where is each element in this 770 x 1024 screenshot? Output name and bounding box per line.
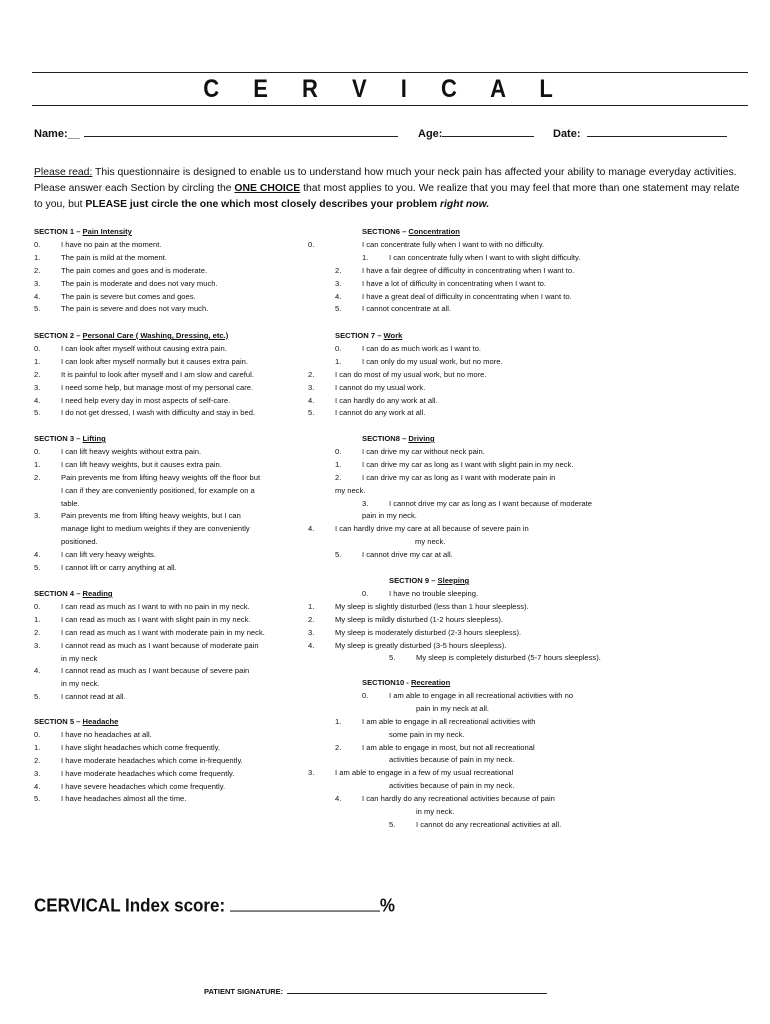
option[interactable]: 5. I cannot do any recreational activities at all. bbox=[389, 819, 562, 829]
score-label: CERVICAL Index score: bbox=[34, 895, 230, 916]
option[interactable]: 3. I cannot read as much as I want because of moderate pain bbox=[34, 640, 259, 650]
section-5-headache bbox=[34, 716, 243, 806]
option[interactable]: 4. I have severe headaches which come frequently. bbox=[34, 781, 226, 791]
option[interactable]: 1. The pain is mild at the moment. bbox=[34, 252, 167, 262]
option[interactable]: 3. I cannot drive my car as long as I want because of moderate bbox=[362, 498, 593, 508]
option[interactable]: 3. I am able to engage in a few of my usual recreational bbox=[308, 768, 514, 778]
section-3-lifting: SECTION 3 – Lifting 0. I can lift heavy weights without extra pain. 1. I can lift heavy weights, but it causes extra pain. 2. Pain prevents me from lifting heavy weights off the floor but I can if they are conveniently positioned, for example on a table. 3. Pain prevents me from lifting heavy weights, but I can manage light to medium weights if they are conveniently positioned. 4. I can lift very heavy weights. 5. I cannot lift or carry anything at all. bbox=[34, 433, 260, 575]
option[interactable]: 2. Pain prevents me from lifting heavy weights off the floor but bbox=[34, 472, 261, 482]
option[interactable]: 3. Pain prevents me from lifting heavy weights, but I can bbox=[34, 511, 241, 521]
option[interactable]: 5. I cannot read at all. bbox=[34, 692, 126, 702]
section-heading: SECTION6 – Concentration bbox=[362, 227, 460, 236]
section-9-sleeping bbox=[308, 575, 601, 665]
option[interactable]: 4. I can hardly drive my care at all because of severe pain in bbox=[308, 524, 529, 534]
option[interactable]: 1. I can drive my car as long as I want with slight pain in my neck. bbox=[335, 459, 574, 469]
signature-line[interactable] bbox=[287, 985, 547, 994]
option[interactable]: 0. I am able to engage in all recreational activities with no bbox=[362, 690, 574, 700]
age-line[interactable] bbox=[442, 126, 534, 137]
option[interactable]: 5. My sleep is completely disturbed (5-7 hours sleepless). bbox=[389, 653, 601, 663]
option[interactable]: 5. I cannot concentrate at all. bbox=[335, 304, 452, 314]
name-line[interactable] bbox=[84, 126, 398, 137]
option[interactable]: 0. I can drive my car without neck pain. bbox=[335, 446, 485, 456]
section-8-driving: SECTION8 – Driving 0. I can drive my car without neck pain. 1. I can drive my car as long as I want with slight pain in my neck. 2. I can drive my car as long as I want with moderate pain in my neck. 3. I cannot drive my car as long as I want because of moderate pain in my neck. 4. I can hardly drive my care at all because of severe pain in my neck. 5. I cannot drive my car at all. bbox=[308, 433, 592, 562]
option[interactable]: 1. My sleep is slightly disturbed (less than 1 hour sleepless). bbox=[308, 601, 529, 611]
title-rule bbox=[32, 105, 748, 106]
section-heading: SECTION10 - Recreation bbox=[362, 678, 451, 687]
instructions: Please read: This questionnaire is designed to enable us to understand how much your neck pain has affected your ability to manage everyday activities. Please answer each Section by circling the ONE CHOICE that most applies to you. We realize that you may feel that more than one statement may relate to you, but PLEASE just circle the one which most closely describes your problem right now. bbox=[34, 167, 740, 210]
section-heading: SECTION 2 – Personal Care ( Washing, Dressing, etc.) bbox=[34, 331, 229, 340]
option[interactable]: 2. I have a fair degree of difficulty in concentrating when I want to. bbox=[335, 265, 575, 275]
section-heading: SECTION 4 – Reading bbox=[34, 589, 113, 598]
option[interactable]: 1. I can lift heavy weights, but it causes extra pain. bbox=[34, 459, 222, 469]
page-title: C E R V I C A L bbox=[203, 74, 567, 103]
section-6-concentration bbox=[308, 226, 580, 316]
section-10-recreation: SECTION10 - Recreation 0. I am able to engage in all recreational activities with no pain in my neck at all. 1. I am able to engage in all recreational activities with some pain in my neck. 2. I am able to engage in most, but not all recreational activities because of pain in my neck. 3. I am able to engage in a few of my usual recreational activities because of pain in my neck. 4. I can hardly do any recreational activities because of pain in my neck. 5. I cannot do any recreational activities at all. bbox=[308, 677, 573, 832]
option[interactable]: 4. I can hardly do any recreational activities because of pain bbox=[335, 794, 555, 804]
option[interactable]: 1. I can look after myself normally but it causes extra pain. bbox=[34, 356, 248, 366]
section-heading: SECTION 5 – Headache bbox=[34, 717, 119, 726]
option[interactable]: 4. I can hardly do any work at all. bbox=[308, 395, 438, 405]
date-line[interactable] bbox=[587, 126, 727, 137]
section-2-personal-care bbox=[34, 330, 255, 420]
please-read-label: Please read: bbox=[34, 167, 93, 178]
option[interactable]: 1. I am able to engage in all recreational activities with bbox=[335, 716, 536, 726]
option[interactable]: 4. I cannot read as much as I want because of severe pain bbox=[34, 666, 250, 676]
option[interactable]: 1. I can only do my usual work, but no more. bbox=[335, 356, 503, 366]
cervical-index-score[interactable] bbox=[34, 894, 395, 917]
option[interactable]: 4. I can lift very heavy weights. bbox=[34, 550, 156, 560]
one-choice-emphasis: ONE CHOICE bbox=[234, 183, 301, 194]
signature-label: PATIENT SIGNATURE: bbox=[204, 987, 284, 996]
option[interactable]: 3. I have moderate headaches which come frequently. bbox=[34, 768, 235, 778]
option[interactable]: 4. I need help every day in most aspects of self-care. bbox=[34, 395, 231, 405]
section-heading: SECTION 9 – Sleeping bbox=[389, 576, 470, 585]
option[interactable]: 3. My sleep is moderately disturbed (2-3 hours sleepless). bbox=[308, 627, 522, 637]
option[interactable]: 2. My sleep is mildly disturbed (1-2 hours sleepless). bbox=[308, 614, 503, 624]
option[interactable]: 5. I cannot lift or carry anything at all. bbox=[34, 563, 177, 573]
date-field[interactable] bbox=[553, 126, 727, 140]
option[interactable]: 2. I can drive my car as long as I want with moderate pain in bbox=[335, 472, 556, 482]
option[interactable]: 3. I have a lot of difficulty in concentrating when I want to. bbox=[335, 278, 546, 288]
option[interactable]: 3. I need some help, but manage most of my personal care. bbox=[34, 382, 254, 392]
name-label: Name:__ bbox=[34, 128, 80, 140]
section-1-pain-intensity bbox=[34, 226, 218, 316]
top-rule bbox=[32, 72, 748, 73]
option[interactable]: 2. I have moderate headaches which come in-frequently. bbox=[34, 755, 243, 765]
option[interactable]: 5. I cannot drive my car at all. bbox=[335, 550, 453, 560]
percent-sign: % bbox=[379, 895, 395, 916]
option[interactable]: 1. I have slight headaches which come frequently. bbox=[34, 742, 220, 752]
section-heading: SECTION8 – Driving bbox=[362, 434, 435, 443]
option[interactable]: 4. My sleep is greatly disturbed (3-5 hours sleepless). bbox=[308, 640, 507, 650]
option[interactable]: 2. I can read as much as I want with moderate pain in my neck. bbox=[34, 627, 265, 637]
option[interactable]: 3. I cannot do my usual work. bbox=[308, 382, 426, 392]
section-heading: SECTION 3 – Lifting bbox=[34, 434, 106, 443]
option[interactable]: 0. I have no headaches at all. bbox=[34, 729, 152, 739]
option[interactable]: 0. I have no trouble sleeping. bbox=[362, 588, 479, 598]
patient-signature[interactable] bbox=[204, 985, 547, 996]
name-field[interactable] bbox=[34, 126, 398, 140]
option[interactable]: 1. I can concentrate fully when I want to with slight difficulty. bbox=[362, 252, 581, 262]
option[interactable]: 2. The pain comes and goes and is moderate. bbox=[34, 265, 208, 275]
option[interactable]: 4. I have a great deal of difficulty in concentrating when I want to. bbox=[335, 291, 572, 301]
option[interactable]: 2. I can do most of my usual work, but no more. bbox=[308, 369, 487, 379]
option[interactable]: 1. I can read as much as I want with slight pain in my neck. bbox=[34, 614, 251, 624]
age-field[interactable] bbox=[418, 126, 534, 140]
option[interactable]: 0. I can read as much as I want to with no pain in my neck. bbox=[34, 601, 250, 611]
score-line[interactable] bbox=[230, 894, 380, 912]
section-7-work bbox=[308, 330, 503, 420]
option[interactable]: 0. I have no pain at the moment. bbox=[34, 239, 162, 249]
section-4-reading: SECTION 4 – Reading 0. I can read as much as I want to with no pain in my neck. 1. I can read as much as I want with slight pain in my neck. 2. I can read as much as I want with moderate pain in my neck. 3. I cannot read as much as I want because of moderate pain in my neck 4. I cannot read as much as I want because of severe pain in my neck. 5. I cannot read at all. bbox=[34, 588, 265, 704]
section-heading: SECTION 1 – Pain Intensity bbox=[34, 227, 132, 236]
date-label: Date: bbox=[553, 128, 581, 140]
option[interactable]: 0. I can do as much work as I want to. bbox=[335, 343, 482, 353]
option[interactable]: 5. I have headaches almost all the time. bbox=[34, 794, 187, 804]
option[interactable]: 2. It is painful to look after myself and I am slow and careful. bbox=[34, 369, 254, 379]
option[interactable]: 5. I do not get dressed, I wash with difficulty and stay in bed. bbox=[34, 408, 256, 418]
option[interactable]: 2. I am able to engage in most, but not all recreational bbox=[335, 742, 535, 752]
option[interactable]: 5. I cannot do any work at all. bbox=[308, 408, 426, 418]
section-heading: SECTION 7 – Work bbox=[335, 331, 403, 340]
option[interactable]: 0. I can lift heavy weights without extra pain. bbox=[34, 446, 202, 456]
option[interactable]: 0. I can look after myself without causing extra pain. bbox=[34, 343, 227, 353]
option[interactable]: 0. I can concentrate fully when I want to with no difficulty. bbox=[308, 239, 545, 249]
age-label: Age: bbox=[418, 128, 443, 140]
option[interactable]: 5. The pain is severe and does not vary much. bbox=[34, 304, 209, 314]
option[interactable]: 4. The pain is severe but comes and goes. bbox=[34, 291, 196, 301]
option[interactable]: 3. The pain is moderate and does not vary much. bbox=[34, 278, 218, 288]
